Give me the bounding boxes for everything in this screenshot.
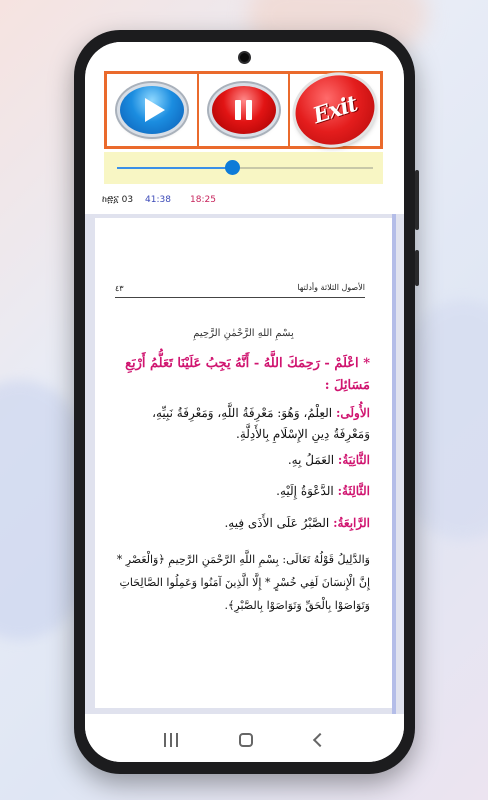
recent-apps-icon[interactable] xyxy=(164,733,178,747)
book-page[interactable] xyxy=(95,218,392,708)
seek-progress xyxy=(117,167,232,169)
exit-button-label: Exit xyxy=(310,90,361,130)
page-header xyxy=(115,280,365,298)
issue-third-label: الثَّالِثَةُ: xyxy=(337,484,370,498)
home-icon[interactable] xyxy=(239,733,253,747)
front-camera xyxy=(238,51,251,64)
seek-thumb[interactable] xyxy=(225,160,240,175)
evidence-paragraph: وَالدَّلِيلُ قَوْلُهُ تَعَالَى: بِسْمِ اللَّهِ الرَّحْمَنِ الرَّحِيمِ ﴿وَالْعَصْرِ * إِنَّ الْإِنسَانَ لَفِي خُسْرٍ * إِلَّا الَّذِينَ آمَنُوا وَعَمِلُوا الصَّالِحَاتِ وَتَوَاصَوْا بِالْحَقِّ وَتَوَاصَوْا بِالصَّبْرِ﴾. xyxy=(116,553,370,612)
issue-fourth-label: الرَّابِعَةُ: xyxy=(333,516,370,530)
play-control[interactable] xyxy=(107,74,199,146)
player-controls xyxy=(104,71,383,149)
issue-second xyxy=(115,453,370,467)
seek-track[interactable] xyxy=(117,167,373,169)
bismillah: بِسْمِ اللهِ الرَّحْمٰنِ الرَّحِيمِ xyxy=(193,328,294,339)
exit-control[interactable] xyxy=(290,74,380,146)
power-button xyxy=(415,250,419,286)
time-readout xyxy=(85,192,404,210)
page-edge xyxy=(392,214,396,714)
issue-first-text: العِلْمُ، وَهُوَ: مَعْرِفَةُ اللَّهِ، وَمَعْرِفَةُ نَبِيِّهِ، وَمَعْرِفَةُ دِينِ الإِسْلَامِ بِالأَدِلَّةِ. xyxy=(152,406,370,441)
issue-third-text: الدَّعْوَةُ إِلَيْهِ. xyxy=(276,484,334,498)
remaining-time: 18:25 xyxy=(190,195,216,205)
volume-button xyxy=(415,170,419,230)
pause-button[interactable] xyxy=(212,86,276,134)
issue-fourth-text: الصَّبْرُ عَلَى الأَذَى فِيهِ. xyxy=(224,516,330,530)
issue-first-label: الأُولَى: xyxy=(335,406,370,420)
seek-bar-container xyxy=(104,152,383,184)
page-number: ٤٣ xyxy=(115,284,124,293)
play-icon xyxy=(145,98,165,122)
android-nav-bar xyxy=(85,718,404,762)
intro-paragraph: * اعْلَمْ - رَحِمَكَ اللَّهُ - أَنَّهُ يَجِبُ عَلَيْنَا تَعَلُّمُ أَرْبَعِ مَسَائِلَ : xyxy=(125,356,370,393)
issue-third xyxy=(115,484,370,498)
play-button[interactable] xyxy=(120,86,184,134)
background-shape xyxy=(408,300,488,540)
total-time: ከ፷፩ 03 xyxy=(102,195,134,205)
exit-button[interactable] xyxy=(287,65,384,154)
issue-second-text: العَمَلُ بِهِ. xyxy=(287,453,335,467)
issue-second-label: الثَّانِيَةُ: xyxy=(337,453,370,467)
phone-screen xyxy=(85,42,404,762)
elapsed-time: 41:38 xyxy=(145,195,171,205)
page-header-title: الأصول الثلاثة وأدلتها xyxy=(297,283,365,292)
phone-frame xyxy=(74,30,415,774)
book-viewer[interactable] xyxy=(85,214,404,714)
back-icon[interactable] xyxy=(313,733,327,747)
issue-fourth xyxy=(115,516,370,530)
pause-icon xyxy=(235,100,252,120)
background-shape xyxy=(0,380,80,640)
issue-first xyxy=(115,403,370,445)
pause-control[interactable] xyxy=(199,74,291,146)
